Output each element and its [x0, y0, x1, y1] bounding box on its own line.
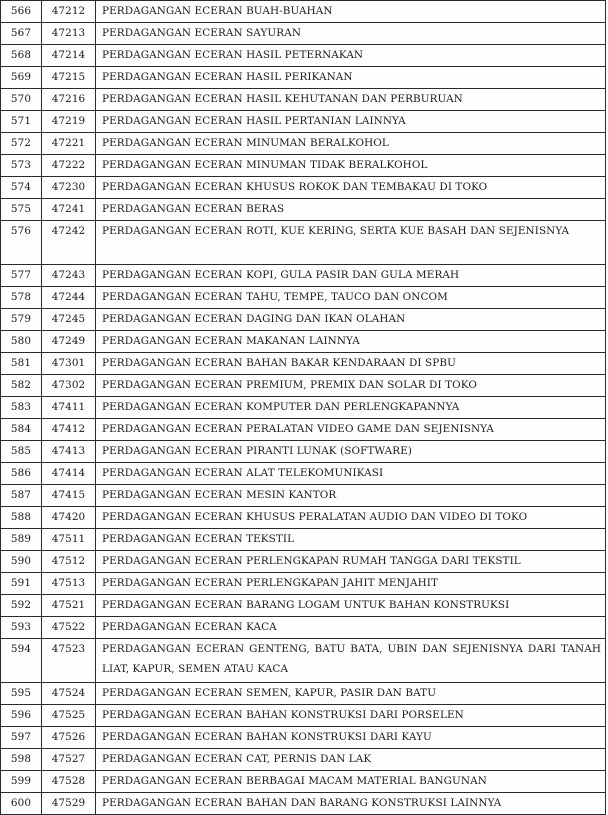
kbli-code: 47241: [42, 199, 96, 221]
kbli-code: 47526: [42, 727, 96, 749]
business-description: PERDAGANGAN ECERAN BAHAN KONSTRUKSI DARI KAYU: [96, 727, 606, 749]
kbli-code: 47214: [42, 45, 96, 67]
kbli-code: 47523: [42, 639, 96, 683]
row-number: 577: [1, 265, 42, 287]
table-row: [1, 639, 606, 683]
row-number: 575: [1, 199, 42, 221]
row-number: 574: [1, 177, 42, 199]
business-description: PERDAGANGAN ECERAN BAHAN KONSTRUKSI DARI PORSELEN: [96, 705, 606, 727]
row-number: 576: [1, 221, 42, 265]
kbli-code: 47521: [42, 595, 96, 617]
table-row: [1, 331, 606, 353]
kbli-table-body: [1, 1, 606, 815]
row-number: 569: [1, 67, 42, 89]
business-description: PERDAGANGAN ECERAN KHUSUS ROKOK DAN TEMBAKAU DI TOKO: [96, 177, 606, 199]
row-number: 582: [1, 375, 42, 397]
table-row: [1, 133, 606, 155]
business-description: PERDAGANGAN ECERAN BARANG LOGAM UNTUK BAHAN KONSTRUKSI: [96, 595, 606, 617]
business-description: PERDAGANGAN ECERAN CAT, PERNIS DAN LAK: [96, 749, 606, 771]
kbli-code: 47513: [42, 573, 96, 595]
business-description: PERDAGANGAN ECERAN ROTI, KUE KERING, SERTA KUE BASAH DAN SEJENISNYA: [96, 221, 606, 265]
kbli-code: 47420: [42, 507, 96, 529]
row-number: 600: [1, 793, 42, 815]
kbli-code: 47528: [42, 771, 96, 793]
business-description: PERDAGANGAN ECERAN PREMIUM, PREMIX DAN SOLAR DI TOKO: [96, 375, 606, 397]
table-row: [1, 353, 606, 375]
table-row: [1, 45, 606, 67]
kbli-code: 47215: [42, 67, 96, 89]
kbli-code: 47219: [42, 111, 96, 133]
kbli-code: 47529: [42, 793, 96, 815]
kbli-code: 47216: [42, 89, 96, 111]
row-number: 587: [1, 485, 42, 507]
business-description: PERDAGANGAN ECERAN ALAT TELEKOMUNIKASI: [96, 463, 606, 485]
business-description: PERDAGANGAN ECERAN MINUMAN TIDAK BERALKOHOL: [96, 155, 606, 177]
row-number: 594: [1, 639, 42, 683]
row-number: 599: [1, 771, 42, 793]
kbli-code: 47415: [42, 485, 96, 507]
business-description: PERDAGANGAN ECERAN SAYURAN: [96, 23, 606, 45]
table-row: [1, 397, 606, 419]
table-row: [1, 551, 606, 573]
kbli-code: 47222: [42, 155, 96, 177]
row-number: 589: [1, 529, 42, 551]
business-description: PERDAGANGAN ECERAN MINUMAN BERALKOHOL: [96, 133, 606, 155]
table-row: [1, 309, 606, 331]
business-description: PERDAGANGAN ECERAN BUAH-BUAHAN: [96, 1, 606, 23]
row-number: 595: [1, 683, 42, 705]
kbli-code: 47230: [42, 177, 96, 199]
business-description: PERDAGANGAN ECERAN BERBAGAI MACAM MATERIAL BANGUNAN: [96, 771, 606, 793]
kbli-code: 47243: [42, 265, 96, 287]
row-number: 592: [1, 595, 42, 617]
business-description: PERDAGANGAN ECERAN PERLENGKAPAN RUMAH TANGGA DARI TEKSTIL: [96, 551, 606, 573]
table-row: [1, 441, 606, 463]
row-number: 585: [1, 441, 42, 463]
kbli-code: 47511: [42, 529, 96, 551]
table-row: [1, 771, 606, 793]
row-number: 598: [1, 749, 42, 771]
table-row: [1, 221, 606, 265]
business-description: PERDAGANGAN ECERAN BERAS: [96, 199, 606, 221]
table-row: [1, 485, 606, 507]
row-number: 586: [1, 463, 42, 485]
business-description: PERDAGANGAN ECERAN PIRANTI LUNAK (SOFTWARE): [96, 441, 606, 463]
kbli-code: 47221: [42, 133, 96, 155]
business-description: PERDAGANGAN ECERAN BAHAN BAKAR KENDARAAN DI SPBU: [96, 353, 606, 375]
kbli-code: 47242: [42, 221, 96, 265]
kbli-code: 47412: [42, 419, 96, 441]
business-description: PERDAGANGAN ECERAN HASIL KEHUTANAN DAN PERBURUAN: [96, 89, 606, 111]
row-number: 596: [1, 705, 42, 727]
table-row: [1, 177, 606, 199]
kbli-code: 47522: [42, 617, 96, 639]
table-row: [1, 749, 606, 771]
row-number: 568: [1, 45, 42, 67]
row-number: 583: [1, 397, 42, 419]
table-row: [1, 573, 606, 595]
kbli-code: 47512: [42, 551, 96, 573]
row-number: 580: [1, 331, 42, 353]
kbli-code: 47527: [42, 749, 96, 771]
business-description: PERDAGANGAN ECERAN KOPI, GULA PASIR DAN GULA MERAH: [96, 265, 606, 287]
row-number: 570: [1, 89, 42, 111]
row-number: 567: [1, 23, 42, 45]
table-row: [1, 529, 606, 551]
kbli-code: 47212: [42, 1, 96, 23]
row-number: 572: [1, 133, 42, 155]
row-number: 584: [1, 419, 42, 441]
table-row: [1, 595, 606, 617]
kbli-code: 47411: [42, 397, 96, 419]
business-description: PERDAGANGAN ECERAN MAKANAN LAINNYA: [96, 331, 606, 353]
business-description: PERDAGANGAN ECERAN KHUSUS PERALATAN AUDIO DAN VIDEO DI TOKO: [96, 507, 606, 529]
table-row: [1, 705, 606, 727]
business-description: PERDAGANGAN ECERAN TAHU, TEMPE, TAUCO DAN ONCOM: [96, 287, 606, 309]
row-number: 579: [1, 309, 42, 331]
business-description: PERDAGANGAN ECERAN PERLENGKAPAN JAHIT MENJAHIT: [96, 573, 606, 595]
kbli-code: 47414: [42, 463, 96, 485]
table-row: [1, 287, 606, 309]
kbli-code: 47249: [42, 331, 96, 353]
kbli-code: 47413: [42, 441, 96, 463]
kbli-code: 47244: [42, 287, 96, 309]
row-number: 581: [1, 353, 42, 375]
business-description: PERDAGANGAN ECERAN KACA: [96, 617, 606, 639]
row-number: 566: [1, 1, 42, 23]
business-description: PERDAGANGAN ECERAN HASIL PERIKANAN: [96, 67, 606, 89]
table-row: [1, 463, 606, 485]
row-number: 573: [1, 155, 42, 177]
table-row: [1, 617, 606, 639]
business-description: PERDAGANGAN ECERAN MESIN KANTOR: [96, 485, 606, 507]
table-row: [1, 793, 606, 815]
business-description: PERDAGANGAN ECERAN TEKSTIL: [96, 529, 606, 551]
row-number: 597: [1, 727, 42, 749]
table-row: [1, 23, 606, 45]
business-description: PERDAGANGAN ECERAN SEMEN, KAPUR, PASIR DAN BATU: [96, 683, 606, 705]
table-row: [1, 67, 606, 89]
business-description: PERDAGANGAN ECERAN GENTENG, BATU BATA, UBIN DAN SEJENISNYA DARI TANAH LIAT, KAPUR, SEMEN ATAU KACA: [96, 639, 606, 683]
business-description: PERDAGANGAN ECERAN PERALATAN VIDEO GAME DAN SEJENISNYA: [96, 419, 606, 441]
business-description: PERDAGANGAN ECERAN DAGING DAN IKAN OLAHAN: [96, 309, 606, 331]
business-description: PERDAGANGAN ECERAN HASIL PERTANIAN LAINNYA: [96, 111, 606, 133]
row-number: 571: [1, 111, 42, 133]
kbli-code: 47245: [42, 309, 96, 331]
kbli-code: 47525: [42, 705, 96, 727]
kbli-code: 47301: [42, 353, 96, 375]
business-description: PERDAGANGAN ECERAN HASIL PETERNAKAN: [96, 45, 606, 67]
kbli-code: 47302: [42, 375, 96, 397]
table-row: [1, 111, 606, 133]
row-number: 593: [1, 617, 42, 639]
row-number: 578: [1, 287, 42, 309]
table-row: [1, 683, 606, 705]
kbli-code: 47213: [42, 23, 96, 45]
table-row: [1, 419, 606, 441]
table-row: [1, 1, 606, 23]
table-row: [1, 155, 606, 177]
table-row: [1, 727, 606, 749]
table-row: [1, 507, 606, 529]
table-row: [1, 199, 606, 221]
business-description: PERDAGANGAN ECERAN KOMPUTER DAN PERLENGKAPANNYA: [96, 397, 606, 419]
table-row: [1, 265, 606, 287]
table-row: [1, 89, 606, 111]
row-number: 590: [1, 551, 42, 573]
business-description: PERDAGANGAN ECERAN BAHAN DAN BARANG KONSTRUKSI LAINNYA: [96, 793, 606, 815]
table-row: [1, 375, 606, 397]
row-number: 591: [1, 573, 42, 595]
row-number: 588: [1, 507, 42, 529]
kbli-code: 47524: [42, 683, 96, 705]
